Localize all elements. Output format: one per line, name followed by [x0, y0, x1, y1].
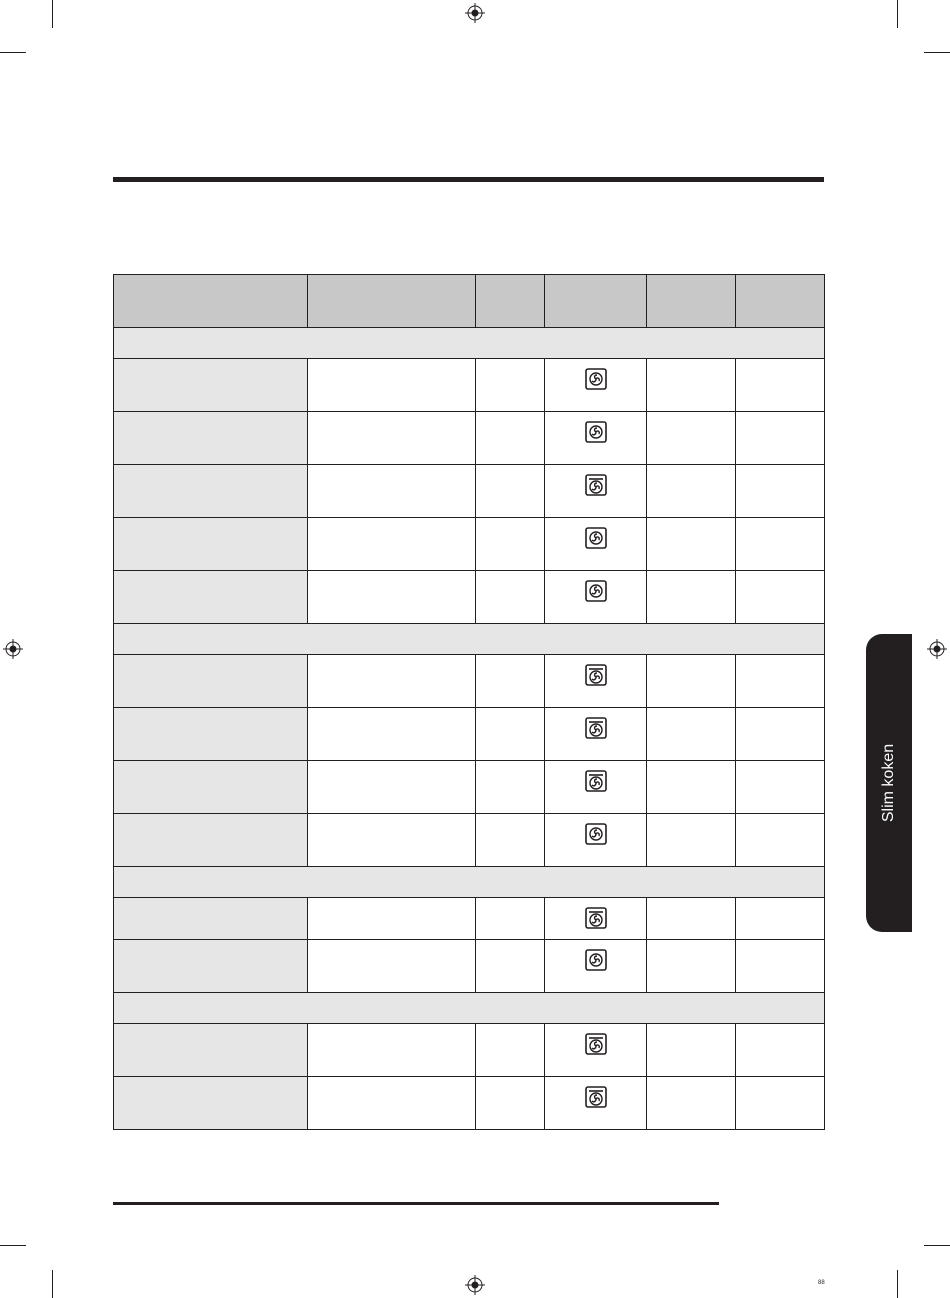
temperature-cell	[647, 412, 736, 465]
time-cell	[736, 465, 825, 518]
table-header-row	[114, 275, 825, 328]
temperature-cell	[647, 940, 736, 993]
table-row	[114, 814, 825, 867]
bottom-rule	[113, 1202, 719, 1205]
section-row	[114, 328, 825, 359]
table-row	[114, 708, 825, 761]
temperature-cell	[647, 359, 736, 412]
time-cell	[736, 814, 825, 867]
time-cell	[736, 412, 825, 465]
registration-mark-icon	[465, 3, 485, 23]
accessory-cell	[308, 940, 476, 993]
level-cell	[476, 518, 545, 571]
crop-mark	[0, 1245, 26, 1246]
temperature-cell	[647, 898, 736, 940]
fan-top-heat-icon	[585, 717, 607, 742]
food-cell	[114, 761, 308, 814]
level-cell	[476, 1024, 545, 1077]
section-row	[114, 624, 825, 655]
header-cell	[476, 275, 545, 328]
crop-mark	[897, 1270, 898, 1298]
fan-top-heat-icon	[585, 664, 607, 689]
accessory-cell	[308, 412, 476, 465]
section-row	[114, 993, 825, 1024]
side-tab-label: Slim koken	[880, 743, 897, 823]
top-rule	[113, 177, 824, 182]
food-cell	[114, 1024, 308, 1077]
table-row	[114, 518, 825, 571]
table-row	[114, 571, 825, 624]
fan-top-heat-icon	[585, 474, 607, 499]
food-cell	[114, 1077, 308, 1130]
fan-icon	[585, 421, 607, 446]
table-row	[114, 1024, 825, 1077]
fan-top-heat-icon	[585, 907, 607, 932]
mode-cell	[545, 465, 647, 518]
registration-mark-icon	[465, 1275, 485, 1295]
accessory-cell	[308, 655, 476, 708]
fan-icon	[585, 949, 607, 974]
time-cell	[736, 940, 825, 993]
level-cell	[476, 1077, 545, 1130]
temperature-cell	[647, 761, 736, 814]
level-cell	[476, 898, 545, 940]
side-tab	[866, 634, 912, 932]
crop-mark	[52, 1270, 53, 1298]
section-title	[114, 867, 825, 898]
temperature-cell	[647, 465, 736, 518]
time-cell	[736, 1077, 825, 1130]
accessory-cell	[308, 465, 476, 518]
header-cell	[114, 275, 308, 328]
mode-cell	[545, 518, 647, 571]
accessory-cell	[308, 814, 476, 867]
time-cell	[736, 761, 825, 814]
table-row	[114, 655, 825, 708]
accessory-cell	[308, 518, 476, 571]
time-cell	[736, 708, 825, 761]
mode-cell	[545, 940, 647, 993]
time-cell	[736, 359, 825, 412]
food-cell	[114, 708, 308, 761]
header-cell	[736, 275, 825, 328]
food-cell	[114, 412, 308, 465]
table-body	[114, 328, 825, 1130]
accessory-cell	[308, 571, 476, 624]
level-cell	[476, 465, 545, 518]
level-cell	[476, 571, 545, 624]
fan-top-heat-icon	[585, 770, 607, 795]
table-row	[114, 359, 825, 412]
food-cell	[114, 940, 308, 993]
accessory-cell	[308, 898, 476, 940]
temperature-cell	[647, 518, 736, 571]
crop-mark	[0, 52, 26, 53]
accessory-cell	[308, 359, 476, 412]
temperature-cell	[647, 1024, 736, 1077]
food-cell	[114, 465, 308, 518]
table-row	[114, 1077, 825, 1130]
mode-cell	[545, 761, 647, 814]
cooking-table	[113, 274, 825, 1130]
mode-cell	[545, 412, 647, 465]
header-cell	[308, 275, 476, 328]
table-row	[114, 898, 825, 940]
temperature-cell	[647, 1077, 736, 1130]
table-row	[114, 940, 825, 993]
time-cell	[736, 571, 825, 624]
registration-mark-icon	[927, 639, 947, 659]
mode-cell	[545, 708, 647, 761]
food-cell	[114, 814, 308, 867]
table-row	[114, 761, 825, 814]
fan-top-heat-icon	[585, 1033, 607, 1058]
table-row	[114, 412, 825, 465]
header-cell	[545, 275, 647, 328]
level-cell	[476, 359, 545, 412]
mode-cell	[545, 571, 647, 624]
accessory-cell	[308, 1024, 476, 1077]
level-cell	[476, 412, 545, 465]
crop-mark	[897, 0, 898, 28]
crop-mark	[52, 0, 53, 28]
fan-icon	[585, 368, 607, 393]
time-cell	[736, 518, 825, 571]
level-cell	[476, 814, 545, 867]
time-cell	[736, 898, 825, 940]
accessory-cell	[308, 761, 476, 814]
temperature-cell	[647, 571, 736, 624]
time-cell	[736, 655, 825, 708]
temperature-cell	[647, 708, 736, 761]
temperature-cell	[647, 655, 736, 708]
level-cell	[476, 940, 545, 993]
level-cell	[476, 708, 545, 761]
level-cell	[476, 655, 545, 708]
temperature-cell	[647, 814, 736, 867]
mode-cell	[545, 655, 647, 708]
registration-mark-icon	[3, 639, 23, 659]
mode-cell	[545, 814, 647, 867]
page-number: 88	[818, 1280, 825, 1286]
header-cell	[647, 275, 736, 328]
fan-top-heat-icon	[585, 1086, 607, 1111]
fan-icon	[585, 823, 607, 848]
table-row	[114, 465, 825, 518]
food-cell	[114, 518, 308, 571]
crop-mark	[924, 52, 950, 53]
mode-cell	[545, 1024, 647, 1077]
food-cell	[114, 571, 308, 624]
section-title	[114, 993, 825, 1024]
crop-mark	[924, 1245, 950, 1246]
food-cell	[114, 655, 308, 708]
section-row	[114, 867, 825, 898]
accessory-cell	[308, 708, 476, 761]
food-cell	[114, 359, 308, 412]
level-cell	[476, 761, 545, 814]
mode-cell	[545, 1077, 647, 1130]
section-title	[114, 624, 825, 655]
time-cell	[736, 1024, 825, 1077]
mode-cell	[545, 898, 647, 940]
mode-cell	[545, 359, 647, 412]
section-title	[114, 328, 825, 359]
fan-icon	[585, 527, 607, 552]
fan-icon	[585, 580, 607, 605]
accessory-cell	[308, 1077, 476, 1130]
food-cell	[114, 898, 308, 940]
